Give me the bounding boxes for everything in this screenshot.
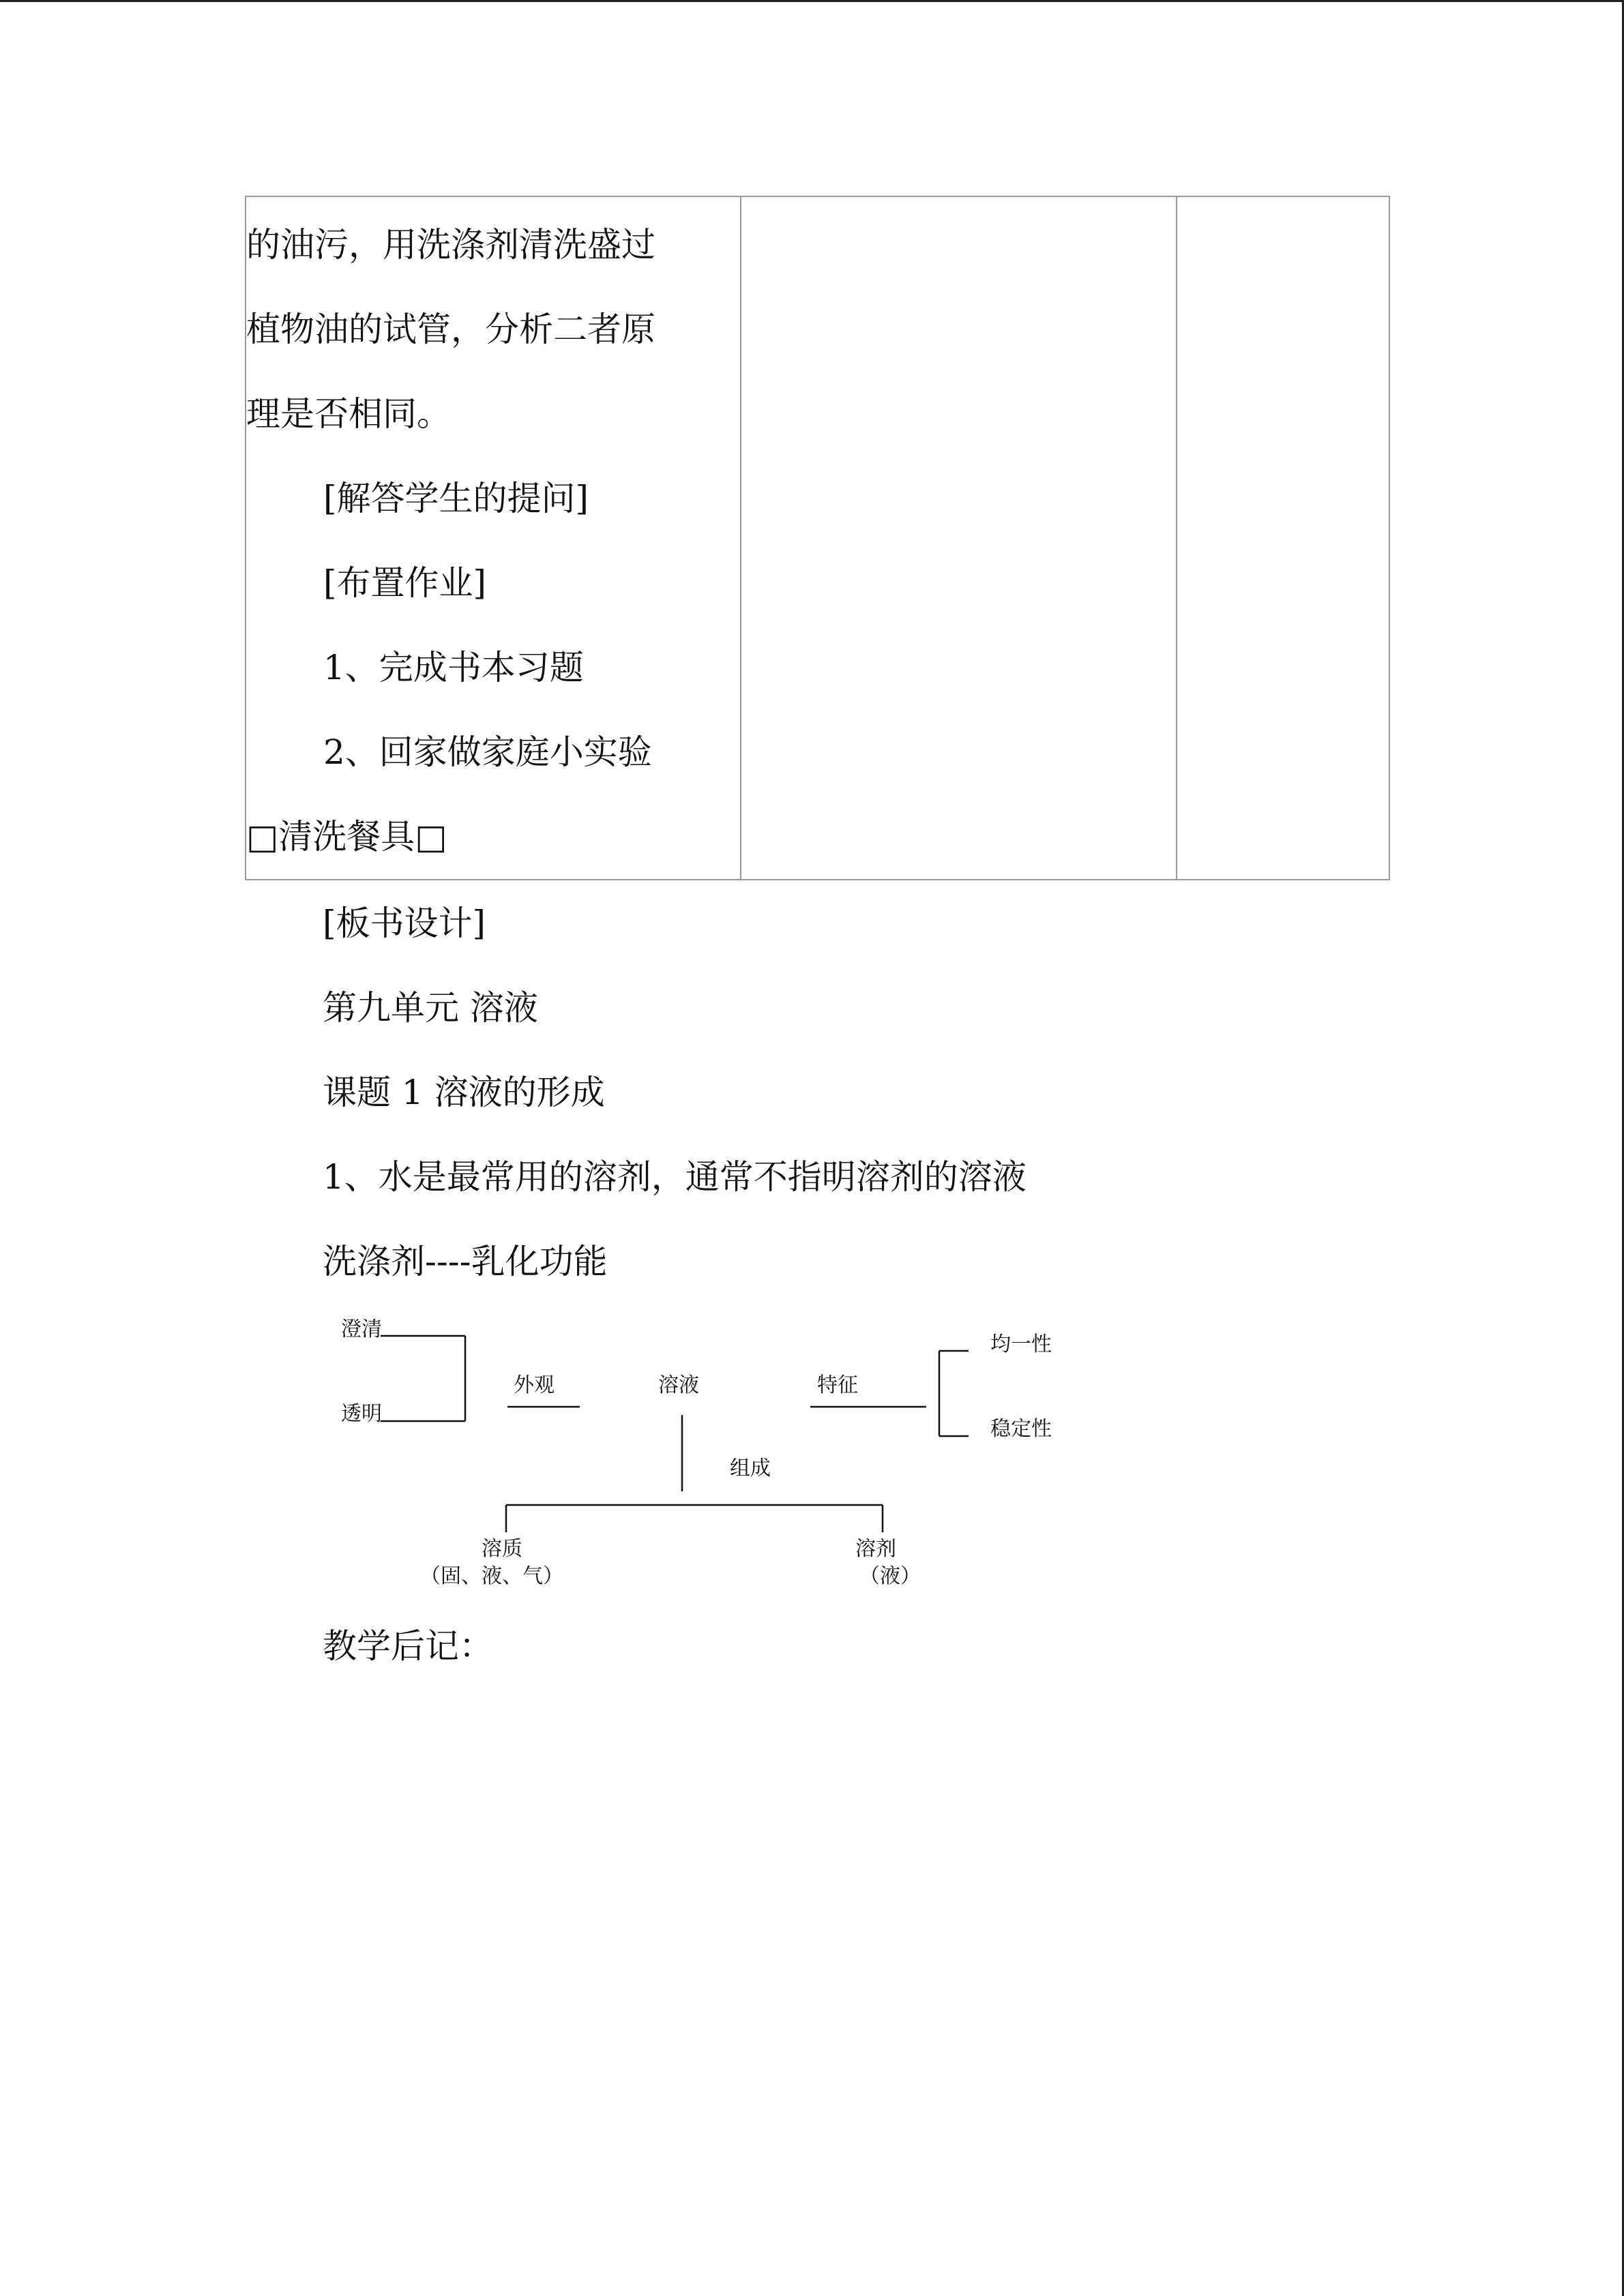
teaching-afterword: 教学后记： [323,1626,493,1666]
solution-label: 溶液 [658,1373,699,1397]
table-cell-empty [1177,196,1389,880]
table-text-line: 植物油的试管，分析二者原 [246,310,655,349]
solution-concept-diagram [321,1306,1112,1596]
table-row [246,196,1389,880]
solvent-state-label: （液） [859,1564,921,1588]
clear-label: 澄清 [341,1317,382,1341]
board-heading: [板书设计] [323,904,486,943]
point-one: 1、水是最常用的溶剂，通常不指明溶剂的溶液 [323,1157,1027,1197]
appearance-label: 外观 [514,1373,555,1397]
table-text-line: 1、完成书本习题 [323,648,584,687]
table-text-line: 的油污，用洗涤剂清洗盛过 [246,225,655,265]
board-design [323,881,1027,1304]
uniform-label: 均一性 [990,1332,1052,1356]
topic-title: 课题 1 溶液的形成 [323,1073,605,1112]
solute-states-label: （固、液、气） [420,1564,563,1588]
table-cell-empty [741,196,1177,880]
table-text-line: □清洗餐具□ [246,817,447,856]
transparent-label: 透明 [341,1402,382,1426]
solvent-label: 溶剂 [855,1537,896,1561]
table-text-line: 理是否相同。 [246,394,451,434]
table-text-line: [解答学生的提问] [323,479,589,518]
composition-label: 组成 [730,1457,771,1480]
stable-label: 稳定性 [990,1417,1052,1441]
unit-title: 第九单元 溶液 [323,988,538,1028]
solute-label: 溶质 [482,1537,522,1561]
table-text-line: 2、回家做家庭小实验 [323,732,652,772]
feature-label: 特征 [817,1373,858,1397]
lesson-table [245,196,1390,880]
point-two: 洗涤剂----乳化功能 [323,1242,608,1281]
page-top-border [0,0,1624,2]
table-text-line: [布置作业] [323,563,487,603]
table-cell-content [246,196,741,880]
